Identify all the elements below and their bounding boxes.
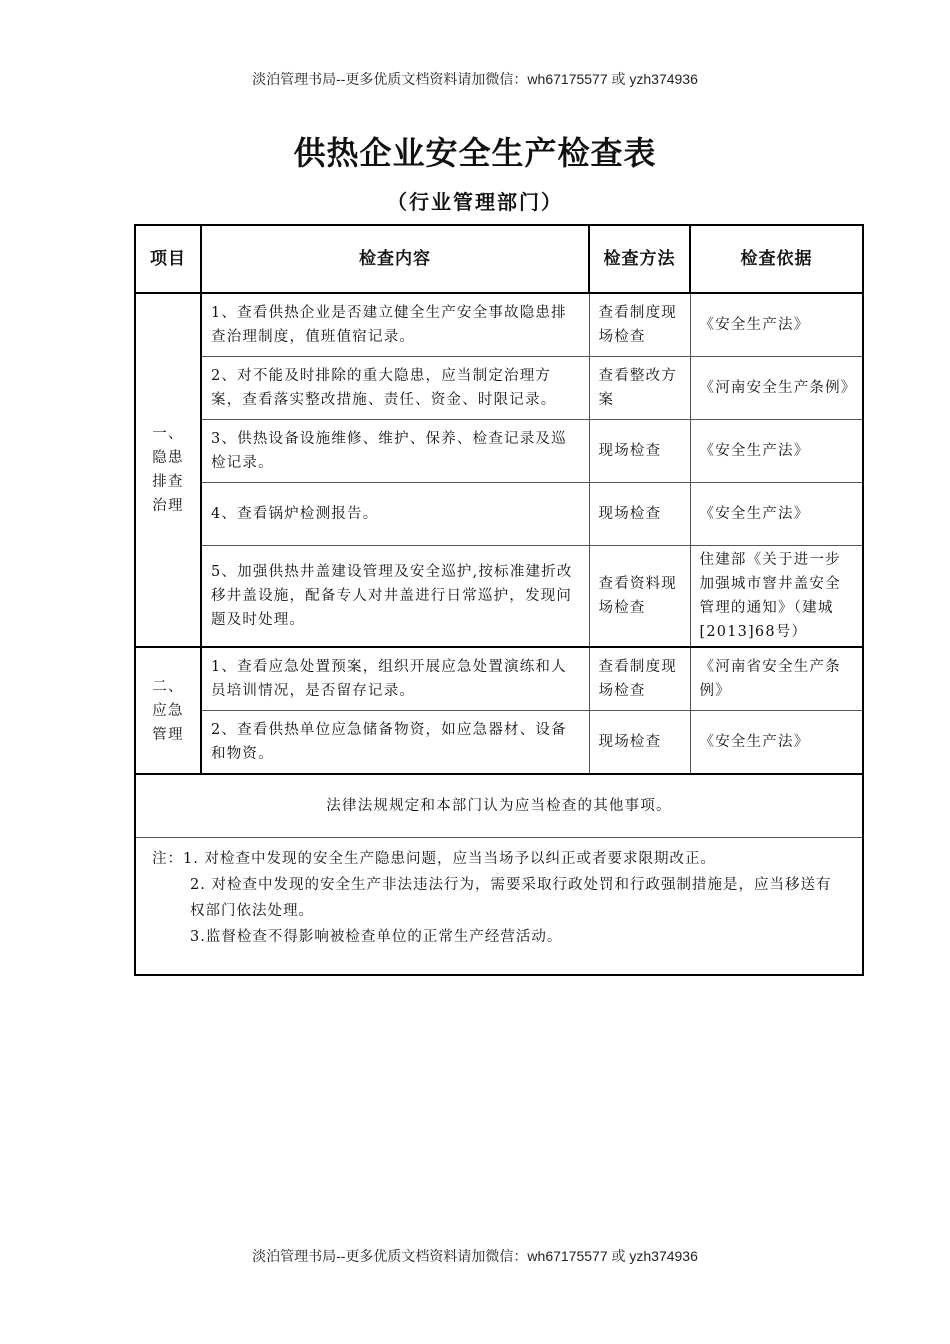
page-footer: 淡泊管理书局--更多优质文档资料请加微信：wh67175577 或 yzh374936 [252, 1248, 698, 1264]
check-method: 现场检查 [589, 711, 690, 775]
check-content: 5、加强供热井盖建设管理及安全巡护,按标准建折改移井盖设施，配备专人对井盖进行日常巡护，发现问题及时处理。 [201, 546, 589, 648]
table-row [135, 711, 863, 775]
other-items-row [135, 774, 863, 838]
category-name: 应急管理 [152, 702, 184, 743]
table-row [135, 483, 863, 546]
header-method: 检查方法 [589, 225, 690, 293]
header-basis: 检查依据 [690, 225, 863, 293]
note-1: 注：1. 对检查中发现的安全生产隐患问题，应当当场予以纠正或者要求限期改正。 [152, 851, 716, 867]
check-method: 现场检查 [589, 483, 690, 546]
header-content: 检查内容 [201, 225, 589, 293]
check-basis: 《河南安全生产条例》 [690, 357, 863, 420]
table-row [135, 293, 863, 357]
notes-row [135, 838, 863, 976]
check-method: 查看制度现场检查 [589, 647, 690, 711]
page-header: 淡泊管理书局--更多优质文档资料请加微信：wh67175577 或 yzh374936 [252, 71, 698, 87]
table-row [135, 647, 863, 711]
category-name: 隐患排查治理 [152, 450, 184, 514]
document-title: 供热企业安全生产检查表 [293, 134, 657, 172]
check-content: 1、查看应急处置预案，组织开展应急处置演练和人员培训情况，是否留存记录。 [201, 647, 589, 711]
table-row [135, 420, 863, 483]
table-header-row [135, 225, 863, 293]
check-content: 1、查看供热企业是否建立健全生产安全事故隐患排查治理制度，值班值宿记录。 [201, 293, 589, 357]
check-basis: 住建部《关于进一步加强城市窨井盖安全管理的通知》（建城[2013]68号） [690, 546, 863, 648]
header-item: 项目 [135, 225, 201, 293]
category-emergency [135, 647, 201, 774]
check-content: 4、查看锅炉检测报告。 [201, 483, 589, 546]
check-method: 查看资料现场检查 [589, 546, 690, 648]
table-row [135, 357, 863, 420]
check-content: 2、查看供热单位应急储备物资，如应急器材、设备和物资。 [201, 711, 589, 775]
check-content: 3、供热设备设施维修、维护、保养、检查记录及巡检记录。 [201, 420, 589, 483]
check-basis: 《安全生产法》 [690, 420, 863, 483]
check-basis: 《安全生产法》 [690, 483, 863, 546]
category-number: 二、 [152, 678, 184, 695]
check-method: 现场检查 [589, 420, 690, 483]
check-content: 2、对不能及时排除的重大隐患，应当制定治理方案，查看落实整改措施、责任、资金、时限记录。 [201, 357, 589, 420]
check-method: 查看整改方案 [589, 357, 690, 420]
check-basis: 《安全生产法》 [690, 293, 863, 357]
category-number: 一、 [152, 426, 184, 442]
check-method: 查看制度现场检查 [589, 293, 690, 357]
document-subtitle: （行业管理部门） [387, 190, 563, 214]
inspection-table [134, 224, 864, 976]
other-items: 法律法规规定和本部门认为应当检查的其他事项。 [135, 774, 863, 838]
check-basis: 《安全生产法》 [690, 711, 863, 775]
check-basis: 《河南省安全生产条例》 [690, 647, 863, 711]
table-row [135, 546, 863, 648]
note-2: 2. 对检查中发现的安全生产非法违法行为，需要采取行政处罚和行政强制措施是，应当移送有权部门依法处理。 [190, 877, 832, 919]
note-3: 3.监督检查不得影响被检查单位的正常生产经营活动。 [190, 929, 563, 945]
notes [135, 838, 863, 976]
category-hazard [135, 293, 201, 647]
